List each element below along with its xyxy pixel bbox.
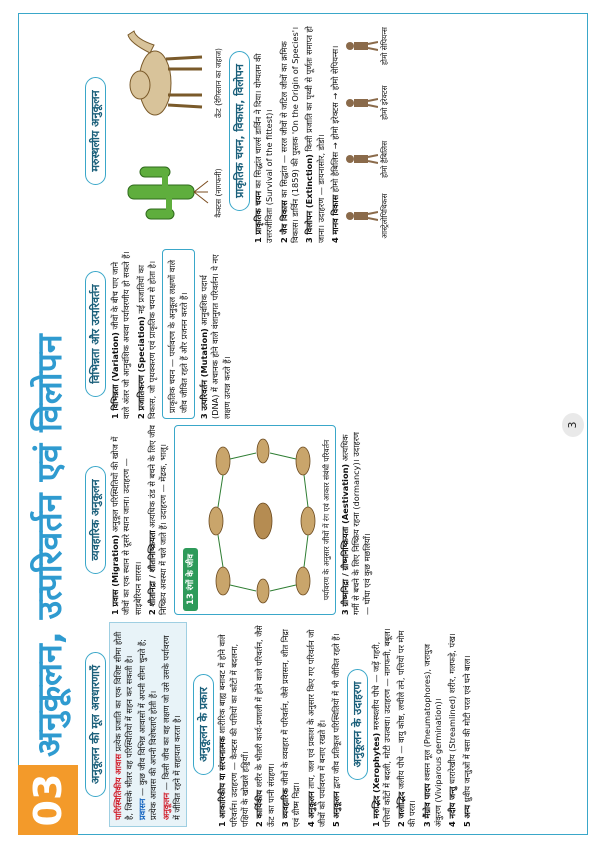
section-pill-concepts: अनुकूलन की मूल अवधारणाएँ bbox=[85, 652, 106, 797]
concept-band: पारिस्थितिकीय आवास प्रत्येक प्रजाति का एक विशिष्ट सीमा होती है, जिसके भीतर वह परिस्थितियों में सहन कर सकती है। प्रवासन — कुछ जीव विभिन्न आवासों में अपनी सीमा चुनते हैं; प्रत्येक आवास की अपनी विशेषताएँ होती हैं। अनुकूलन — किसी जीव का वह लक्षण जो उसे उसके पर्यावरण में जीवित रहने में सहायता करता है। bbox=[109, 622, 187, 827]
section-pill-variation: विभिन्नता और उत्परिवर्तन bbox=[85, 271, 106, 396]
cactus-label: कैक्टस (नागफनी) bbox=[214, 168, 223, 218]
desert-illustrations bbox=[110, 19, 224, 243]
cactus-figure bbox=[110, 143, 224, 243]
section-pill-behavioral: व्यवहारिक अनुकूलन bbox=[85, 466, 106, 573]
human-evolution-strip bbox=[344, 19, 390, 243]
evo-stage: होमो इरेक्टस bbox=[344, 76, 390, 130]
section-pill-types: अनुकूलन के प्रकार bbox=[193, 674, 214, 775]
variation-list: 1 विभिन्नता (Variation) जीवों के बीच पाए जाने वाले अंतर जो आनुवंशिक अथवा पर्यावरणीय हो सकते हैं। 2 प्रजातिकरण (Speciation) नई प्रजातियों का विकास, जो पृथक्करण एवं प्राकृतिक चयन से होता है। प्राकृतिक चयन — पर्यावरण के अनुकूल लक्षणों वाले जीव जीवित रहते हैं और प्रजनन करते हैं। 3 उत्परिवर्तन (Mutation) आनुवंशिक पदार्थ (DNA) में अचानक होने वाले वंशानुगत परिवर्तन। ये नए लक्षण उत्पन्न करते हैं। bbox=[110, 249, 233, 419]
cycle-title: 13 रंगों के जीव bbox=[183, 548, 198, 611]
natural-selection-box: प्राकृतिक चयन — पर्यावरण के अनुकूल लक्षणों वाले जीव जीवित रहते हैं और प्रजनन करते हैं। bbox=[162, 249, 195, 419]
camel-label: ऊँट (रेगिस्तान का जहाज) bbox=[214, 48, 223, 118]
column-concepts bbox=[84, 622, 554, 827]
evo-stage: होमो सेपियन्स bbox=[344, 19, 390, 73]
camel-image bbox=[110, 23, 210, 143]
chapter-title: अनुकूलन, उत्परिवर्तन एवं विलोपन bbox=[30, 334, 70, 757]
page-number: 3 bbox=[562, 413, 584, 437]
color-cycle-panel bbox=[174, 425, 336, 615]
section-pill-examples: अनुकूलन के उदाहरण bbox=[347, 669, 368, 781]
column-behavioral bbox=[84, 425, 554, 615]
column-variation bbox=[84, 249, 554, 419]
aestivation-item: 3 ग्रीष्मनिद्रा / ग्रीष्मनिष्क्रियता (Aestivation) अत्यधिक गर्मी से बचने के लिए निष्क्रिय रहना (dormancy)। उदाहरण — घोंघा एवं कुछ मछलियाँ। bbox=[339, 432, 373, 615]
section-pill-evolution: प्राकृतिक चयन, विकास, विलोपन bbox=[229, 51, 250, 211]
cycle-diagram bbox=[198, 431, 318, 611]
evo-stage: होमो हैबिलिस bbox=[344, 132, 390, 186]
camel-figure bbox=[110, 23, 224, 143]
evolution-list: 1 प्राकृतिक चयन का सिद्धांत चार्ल्स डार्विन ने दिया। योग्यतम की उत्तरजीविता (Survival of the fittest)। 2 जैव विकास का सिद्धांत — सरल जीवों से जटिल जीवों का क्रमिक विकास। डार्विन (1859) की पुस्तक 'On the Origin of Species'। 3 विलोपन (Extinction) किसी प्रजाति का पृथ्वी से पूर्णतः समाप्त हो जाना। उदाहरण — डायनासोर, डोडो। 4 मानव विकास होमो हैबिलिस → होमो इरेक्टस → होमो सेपियन्स। bbox=[253, 26, 340, 243]
column-desert bbox=[84, 19, 554, 243]
evo-stage: आस्ट्रेलोपिथिकस bbox=[344, 189, 390, 243]
cactus-image bbox=[110, 143, 210, 243]
types-list: 1 आकारिकीय या संरचनात्मक शारीरिक बाह्य बनावट में होने वाले परिवर्तन। उदाहरण — कैक्टस की पत्तियों का काँटों में बदलना, पक्षियों के खोखले हड्डियाँ। 2 कार्यिकीय शरीर के भीतरी कार्य-प्रणाली में होने वाले परिवर्तन, जैसे ऊँट का पानी संग्रहण। 3 व्यवहारिक जीवों के व्यवहार में परिवर्तन, जैसे प्रवासन, शीत निद्रा एवं ग्रीष्म निद्रा। 4 अनुकूलन ताप, जल एवं प्रकाश के अनुसार किए गए परिवर्तन जो जीवों को पर्यावरण में बनाए रखते हैं। 5 अनुकूलन द्वारा जीव प्रतिकूल परिस्थितियों में भी जीवित रहते हैं। bbox=[217, 625, 342, 827]
chapter-number: 03 bbox=[18, 765, 78, 835]
behavioral-list: 1 प्रवास (Migration) अनुकूल परिस्थितियों की खोज में जीवों का एक स्थान से दूसरे स्थान जाना। उदाहरण — साइबेरियन सारस। 2 शीतनिद्रा / शीतनिष्क्रियता अत्यधिक ठंड से बचने के लिए जीव निष्क्रिय अवस्था में चले जाते हैं। उदाहरण — मेंढक, भालू। bbox=[110, 425, 169, 615]
section-pill-desert: मरुस्थलीय अनुकूलन bbox=[85, 77, 106, 184]
cycle-note: पर्यावरण के अनुसार जीवों में रंग एवं आकार संबंधी परिवर्तन bbox=[321, 439, 331, 601]
examples-list: 1 मरुद्भिद (Xerophytes) मरुस्थलीय पौधे — जड़ें गहरी, पत्तियाँ काँटों में बदली, मोटी उपत्वचा। उदाहरण — नागफनी, बबूल। 2 जलोद्भिद जलीय पौधे — वायु कोष्ठ, लचीले तने, पत्तियों पर मोम की परत। 3 मैंग्रोव पादप श्वसन मूल (Pneumatophores), जरायुज अंकुरण (Viviparous germination)। 4 नदीय जन्तु धारारेखीय (Streamlined) शरीर, गलफड़े, पंख। 5 अन्य ध्रुवीय जन्तुओं में वसा की मोटी परत एवं घने बाल। bbox=[370, 628, 472, 827]
